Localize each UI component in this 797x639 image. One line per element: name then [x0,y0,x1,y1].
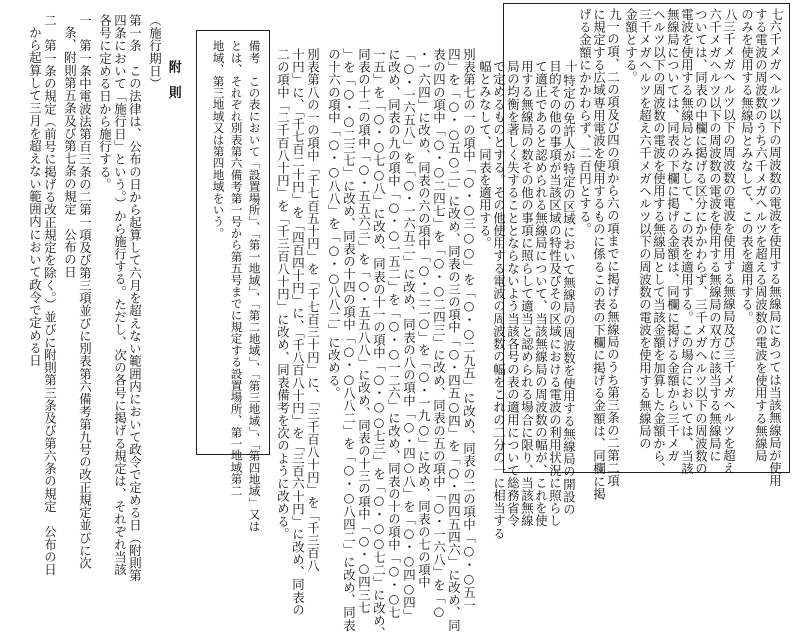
article-1-line: 各号に定める日から施行する。 [97,14,113,191]
note-9-number: 九 [607,8,623,21]
remarks-line: 備考 この表において「設置場所」、「第一地域」、「第二地域」、「第三地域」、「第四地域」又は [247,40,262,532]
note-8-line: 三千メガヘルツを超え六千メガヘルツ以下の周波数の電波を使用する無線局の [637,8,653,450]
note-8-line: 三千メガヘルツ以下の周波数の電波を使用する無線局及び三千メガヘルツを超え [721,20,737,475]
note-10-line: 幅とみなして、同表を適用する。 [477,60,493,250]
note-7-line: のみを使用する無線局とみなして、この表を適用する。 [739,8,755,324]
article-1-line: 四条において「施行日」という。）から施行する。ただし、次の各号に掲げる規定は、それぞれ当該 [112,14,128,576]
note-10-line: 局の均衡を著しく失することとならないよう当該各号の表の適用について総務省令 [505,60,521,527]
body-line: に改め、同表の九の項中「○・○一五二」を「○・○一二六」に改め、同表の十の項中「○・○七 [386,48,402,619]
article-1-item-2-line: 二 第一条の規定（前号に掲げる改正規定を除く。）並びに附則第三条及び第六条の規定 公布の日 [42,14,58,576]
note-10-line: 用する無線局の数その他の事項に照らして適当と認められる場合に限り、当該無線 [519,60,535,527]
note-8-line: 金額とする。 [623,8,639,84]
body-line: 「○・一六五八」を「○・一六五二」に改め、同表の八の項中「○・四○八」を「○・○四○四」 [401,48,417,622]
note-10-line: て適正であると認められる無線局について、当該無線局の周波数の幅が、これを使 [533,60,549,527]
body-line: 別表第七の一の項中「○・○三○○」を「○・○二九五」に改め、同表の二の項中「○・○五一 [461,48,477,612]
note-8-line: 六千メガヘルツ以下の周波数の電波を使用する無線局の双方に該当する無線局に [707,8,723,463]
note-9-line: 一の項、二の項及び四の項から六の項までに掲げる無線局のうち第三条の二第二項 [605,20,621,487]
body-line: 同表の十二の項中「○・五五六三」を「○・五五八八」に改め、同表の十三の項中「○・○四三七 [356,48,372,614]
note-9-line: げる金額にかかわらず、二百円とする。 [577,8,593,236]
body-line: 表の四の項中「○・○二四七」を「○・○二四三」に改め、同表の五の項中「○・一六八」を「○ [431,48,447,619]
body-line: 」を「○・○二三七」に改め、同表の十四の項中「○・○八八二」を「○・○八四二」に改め、同表 [341,48,357,632]
supplementary-heading: 附 則 [165,60,181,99]
supplementary-subheading: （施行期日） [147,14,163,90]
note-8-line: 電波を使用する無線局とみなして、この表を適用する。この場合においては、当該 [679,8,695,475]
note-8-number: 八 [723,8,739,21]
body-line: 十円」に、「千七百二十円」を「四百四十円」に、「千八百八十円」を「三百六十円」に改め、同表の [290,48,306,617]
body-line: 二の項中「二千百八十円」を「千三百八十円」に改め、同表備考を次のように改める。 [275,48,291,541]
note-8-line: 無線局については、同表の下欄に掲げる金額は、同欄に掲げる金額から三千メガ [665,8,681,463]
body-line: の十六の項中「○・○八八」を「○・○八八二」に改める。 [326,48,342,400]
note-10-line: 特定の免許人が特定の区域において無線局の周波数を使用する無線局の開設の [561,74,577,516]
body-line: 別表第八の一の項中「千七百五十円」を「千七百三十円」に、「三千百八十円」を「千三百八 [305,48,321,572]
note-7-line: 六千メガヘルツ以下の周波数の電波を使用する無線局にあつては当該無線局が使用 [767,20,783,487]
remarks-line: 地域、第三地域又は第四地域をいう。 [211,40,226,239]
note-10-line: 目的その他の事項が当該区域の特性及びその区域における電波の利用状況に照らし [547,60,563,527]
note-8-line: ヘルツ以下の周波数の電波を使用する無線局として当該金額を加算した金額から、 [651,8,667,475]
note-7-line: する電波の周波数のうち六千メガヘルツを超える周波数の電波を使用する無線局 [753,8,769,463]
note-10-line: で定めるものとする。その他使用する電波の周波数の幅をこれの二分の一に相当する [491,60,507,540]
note-10-number: 十 [563,60,579,73]
body-line: 一五」を「○・○七○八」に改め、同表の十一の項中「○・○○七三」を「○・○○七二」に改め、 [371,48,387,639]
article-1-item-1-line: 条、附則第五条及び第七条の規定 公布の日 [62,26,78,279]
remarks-line: とは、それぞれ別表第六備考第一号から第五号までに規定する設置場所、第一地域第二 [229,40,244,497]
note-8-line: ついては、同表の中欄に掲げる区分にかかわらず、三千メガヘルツ以下の周波数の [693,8,709,475]
article-1-item-2-line: から起算して三月を超えない範囲内において政令で定める日 [27,26,43,367]
article-1-line: 第一条 この法律は、公布の日から起算して六月を超えない範囲内において政令で定める日（附則第 [127,14,143,582]
body-line: 四」を「○・○五○二」に改め、同表の三の項中「○・四五○四」を「○・四四五四六」に改め、同 [446,48,462,632]
note-9-line: に規定する広域専用電波を使用するものに係るこの表の下欄に掲げる金額は、同欄に掲 [591,8,607,501]
article-1-item-1-line: 一 第一条中電波法第百三条の二第一項及び第三項並びに別表第六備考第九号の改正規定並びに次 [77,14,93,570]
note-7-number: 七 [769,8,785,21]
body-line: ・一六四」に改め、同表の六の項中「○・二二○」を「○・一九○」に改め、同表の七の項中 [416,48,432,589]
